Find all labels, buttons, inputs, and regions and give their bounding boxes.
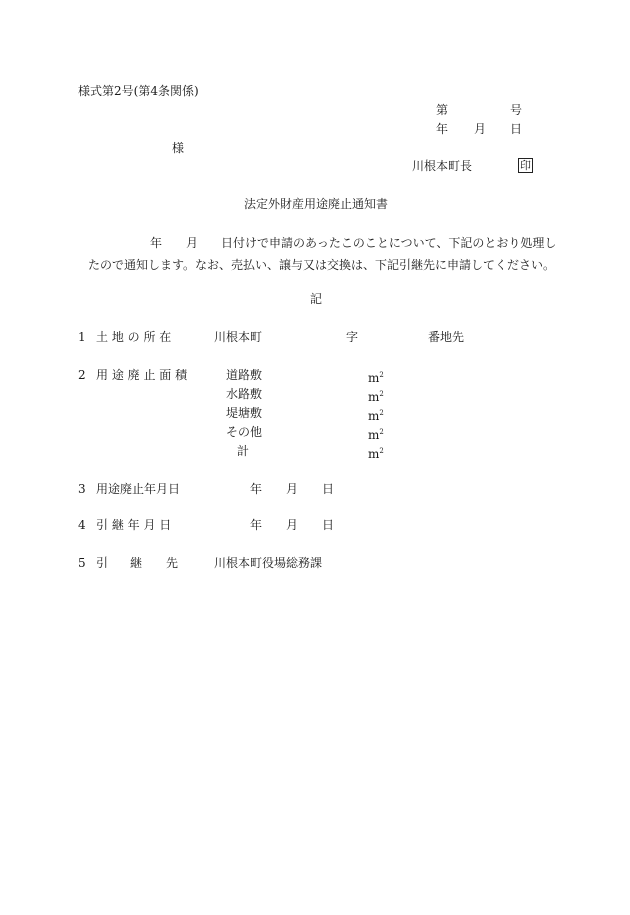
item3-gatsu: 月 [286, 482, 299, 496]
body-nen: 年 [150, 236, 163, 250]
area-row-unit: $m^2$ [368, 371, 384, 385]
item5-label-2: 継 [130, 556, 143, 570]
body-gatsu: 月 [186, 236, 199, 250]
item3-number: 3 [78, 482, 86, 496]
item4-label: 引 継 年 月 日 [96, 518, 172, 532]
number-dai: 第 [436, 103, 449, 117]
number-gou: 号 [510, 103, 523, 117]
form-number: 様式第2号(第4条関係) [78, 84, 199, 98]
item1-number: 1 [78, 330, 86, 344]
area-row-label: 計 [237, 444, 250, 458]
item5-label-1: 引 [96, 556, 109, 570]
item5-value: 川根本町役場総務課 [214, 556, 323, 570]
document-title: 法定外財産用途廃止通知書 [244, 197, 389, 211]
item2-number: 2 [78, 368, 86, 382]
item4-nen: 年 [250, 518, 263, 532]
area-row-label: 道路敷 [226, 368, 263, 382]
area-row-unit: $m^2$ [368, 428, 384, 442]
item1-banchi: 番地先 [428, 330, 465, 344]
date-nichi: 日 [510, 122, 523, 136]
item5-number: 5 [78, 556, 86, 570]
date-nen: 年 [436, 122, 449, 136]
item3-nichi: 日 [322, 482, 335, 496]
area-row-label: その他 [226, 425, 263, 439]
item1-town: 川根本町 [214, 330, 263, 344]
area-row-unit: $m^2$ [368, 409, 384, 423]
item4-nichi: 日 [322, 518, 335, 532]
body-line2: たので通知します。なお、売払い、譲与又は交換は、下記引継先に申請してください。 [88, 258, 556, 272]
area-row-unit: $m^2$ [368, 390, 384, 404]
item1-label: 土 地 の 所 在 [96, 330, 172, 344]
date-gatsu: 月 [474, 122, 487, 136]
issuer-name: 川根本町長 [412, 159, 473, 173]
body-line1: 日付けで申請のあったこのことについて、下記のとおり処理し [221, 236, 557, 250]
item3-nen: 年 [250, 482, 263, 496]
seal-mark: 印 [520, 159, 531, 172]
area-row-label: 水路敷 [226, 387, 263, 401]
item4-number: 4 [78, 518, 86, 532]
area-row-unit: $m^2$ [368, 447, 384, 461]
item2-label: 用 途 廃 止 面 積 [96, 368, 188, 382]
item4-gatsu: 月 [286, 518, 299, 532]
item5-label-3: 先 [166, 556, 179, 570]
area-row-label: 堤塘敷 [226, 406, 263, 420]
item3-label: 用途廃止年月日 [96, 482, 181, 496]
ki-heading: 記 [310, 292, 323, 306]
addressee-sama: 様 [172, 141, 185, 155]
item1-aza: 字 [346, 330, 359, 344]
